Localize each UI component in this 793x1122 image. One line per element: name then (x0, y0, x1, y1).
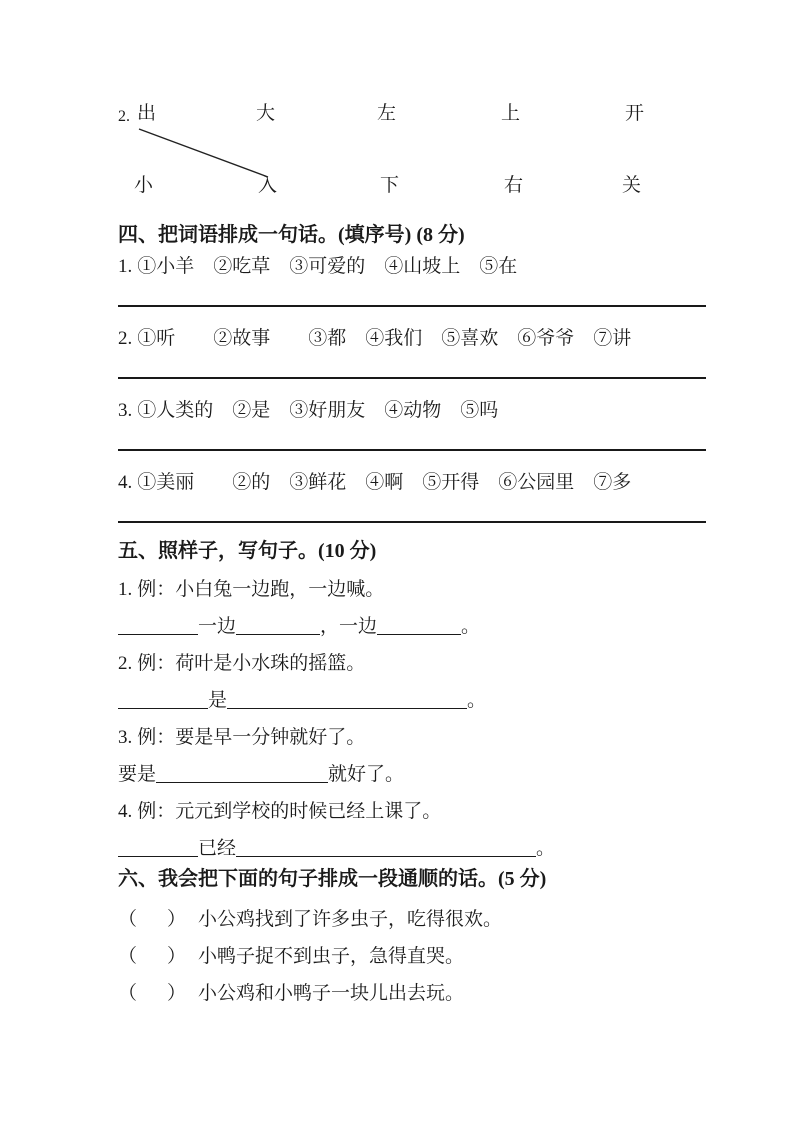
example-text: 例：元元到学校的时候已经上课了。 (137, 801, 442, 822)
match-char-top-2[interactable]: 大 (256, 103, 276, 124)
section4-heading: 四、把词语排成一句话。(填序号) (8 分) (118, 224, 465, 246)
matching-exercise (118, 103, 706, 197)
arrange-words-text (118, 400, 706, 422)
match-char-bottom-4[interactable]: 右 (504, 175, 524, 196)
answer-blank[interactable] (377, 634, 461, 635)
arrange-words-item (118, 472, 706, 523)
answer-blank[interactable] (236, 856, 536, 857)
connector-text: 已经 (198, 838, 237, 859)
period-text: 。 (536, 838, 556, 859)
match-char-bottom-2[interactable]: 入 (258, 175, 278, 196)
item-number: 1. (118, 256, 133, 277)
paren-open: （ (118, 909, 138, 930)
example-sentence (118, 793, 706, 830)
paren-close: ） (167, 946, 187, 967)
arrange-words-item (118, 256, 706, 307)
arrange-words-text (118, 328, 706, 350)
ordering-item (118, 901, 706, 938)
paren-close: ） (167, 909, 187, 930)
answer-blank[interactable] (227, 708, 467, 709)
example-sentence (118, 719, 706, 756)
arrange-words-item (118, 400, 706, 451)
example-text: 例：要是早一分钟就好了。 (137, 727, 366, 748)
worksheet-content (118, 103, 706, 1012)
arrange-words-text (118, 256, 706, 278)
section5-items (118, 571, 706, 867)
answer-blank[interactable] (118, 856, 198, 857)
answer-line[interactable] (118, 494, 706, 523)
answer-line[interactable] (118, 350, 706, 379)
section5-heading: 五、照样子，写句子。(10 分) (118, 540, 377, 562)
question-number: 2. (118, 108, 130, 125)
answer-row (118, 608, 706, 645)
item-number: 2. (118, 328, 133, 349)
answer-blank[interactable] (118, 708, 208, 709)
word-list: ①人类的 ②是 ③好朋友 ④动物 ⑤吗 (137, 400, 499, 421)
ordering-item (118, 938, 706, 975)
item-number: 1. (118, 579, 133, 600)
answer-blank[interactable] (118, 634, 198, 635)
word-list: ①美丽 ②的 ③鲜花 ④啊 ⑤开得 ⑥公园里 ⑦多 (137, 472, 632, 493)
paren-open: （ (118, 946, 138, 967)
item-number: 3. (118, 727, 133, 748)
word-list: ①小羊 ②吃草 ③可爱的 ④山坡上 ⑤在 (137, 256, 518, 277)
example-sentence (118, 645, 706, 682)
example-text: 例：荷叶是小水珠的摇篮。 (137, 653, 366, 674)
paren-open: （ (118, 983, 138, 1004)
sentence-text: 小公鸡和小鸭子一块儿出去玩。 (198, 983, 465, 1004)
answer-row (118, 830, 706, 867)
item-number: 3. (118, 400, 133, 421)
match-char-bottom-1[interactable]: 小 (134, 175, 154, 196)
connector-text: 一边 (198, 616, 237, 637)
match-char-top-5[interactable]: 开 (625, 103, 645, 124)
connector-text: ，一边 (320, 616, 378, 637)
arrange-words-item (118, 328, 706, 379)
answer-blank[interactable] (236, 634, 320, 635)
match-connection-line (118, 103, 706, 197)
answer-row (118, 682, 706, 719)
answer-blank[interactable] (156, 782, 328, 783)
period-text: 。 (467, 690, 487, 711)
period-text: 。 (461, 616, 481, 637)
match-char-top-4[interactable]: 上 (501, 103, 521, 124)
section6-heading: 六、我会把下面的句子排成一段通顺的话。(5 分) (118, 868, 547, 890)
item-number: 2. (118, 653, 133, 674)
match-char-bottom-5[interactable]: 关 (622, 175, 642, 196)
section6-items (118, 901, 706, 1012)
arrange-words-text (118, 472, 706, 494)
example-text: 例：小白兔一边跑，一边喊。 (137, 579, 385, 600)
match-char-top-1[interactable]: 出 (137, 103, 157, 124)
answer-line[interactable] (118, 422, 706, 451)
item-number: 4. (118, 801, 133, 822)
match-char-top-3[interactable]: 左 (377, 103, 397, 124)
match-char-bottom-3[interactable]: 下 (380, 175, 400, 196)
example-sentence (118, 571, 706, 608)
connector-text: 要是 (118, 764, 157, 785)
connector-text: 就好了。 (328, 764, 405, 785)
sentence-text: 小公鸡找到了许多虫子，吃得很欢。 (198, 909, 503, 930)
answer-line[interactable] (118, 278, 706, 307)
ordering-item (118, 975, 706, 1012)
paren-close: ） (167, 983, 187, 1004)
connector-text: 是 (208, 690, 228, 711)
sentence-text: 小鸭子捉不到虫子，急得直哭。 (198, 946, 465, 967)
answer-row (118, 756, 706, 793)
word-list: ①听 ②故事 ③都 ④我们 ⑤喜欢 ⑥爷爷 ⑦讲 (137, 328, 632, 349)
item-number: 4. (118, 472, 133, 493)
